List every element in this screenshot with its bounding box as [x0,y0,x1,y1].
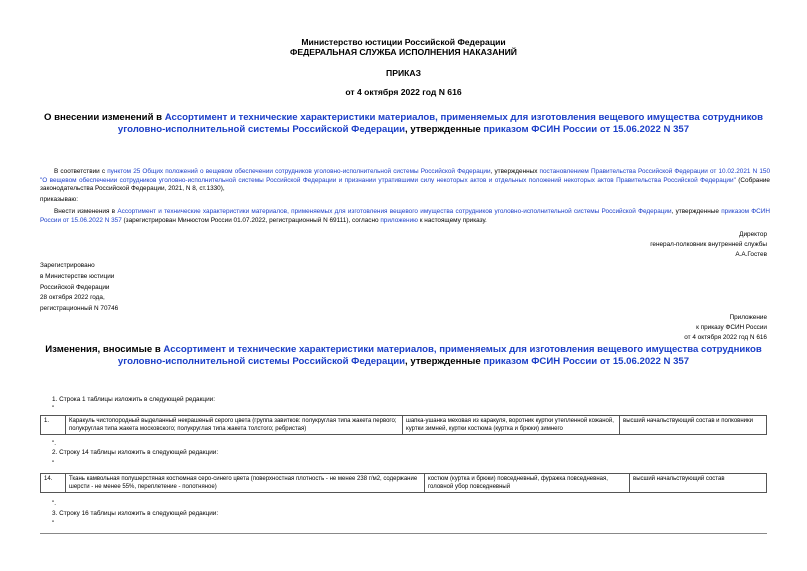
quote-close: ". [52,440,57,447]
appendix-title [40,344,767,368]
body-link-assortment[interactable]: Ассортимент и технические характеристики материалов, применяемых для изготовления вещевого имущества сотрудников уголовно-исполнительной системы Российской Федерации [117,208,672,215]
table-cell: 14. [41,474,66,493]
body-link-order[interactable]: приказом ФСИН России от 15.06.2022 N 357 [40,208,770,224]
change-table [40,473,767,493]
table-cell: 1. [41,416,66,435]
body-link-appendix[interactable]: приложению [380,216,418,224]
signature-rank: генерал-полковник внутренней службы [650,241,767,248]
title-order-link[interactable]: приказом ФСИН России от 15.06.2022 N 357 [483,124,690,135]
body-text-2: , утвержденные [671,208,722,215]
body-text-1: Внести изменения в [54,208,118,215]
change-table [40,415,767,435]
title-middle: , утвержденные [405,124,484,135]
quote-open: " [52,520,55,527]
doc-date-number: от 4 октября 2022 год N 616 [345,87,462,97]
registration-line-5: регистрационный N 70746 [40,305,119,312]
appendix-title-order-link[interactable]: приказом ФСИН России от 15.06.2022 N 357 [483,356,690,367]
appendix-line-2: к приказу ФСИН России [696,324,767,331]
table-cell: высший начальствующий состав [630,474,767,493]
body-text-3: (зарегистрирован Минюстом России 01.07.2022, регистрационный N 69111), согласно [121,216,381,224]
table-cell: высший начальствующий состав и полковники [620,416,767,435]
preamble-link-resolution[interactable]: постановлением Правительства Российской Федерации от 10.02.2021 N 150 "О вещевом обеспечении сотрудников уголовно-исполнительной системы Российской Федерации и признании утратившими силу некоторых актов и отдельных положений некоторых актов Правительства Российской Федерации" [40,168,770,184]
table-cell: Каракуль чистопородный выделанный некрашеный серого цвета (группа завитков: полукруглая типа жакета первого; полукруглая типа жакета московского; полукруглая типа жакета толстого; ребристая) [66,416,403,435]
item-heading: 3. Строку 16 таблицы изложить в следующей редакции: [52,510,219,517]
table-cell: костюм (куртка и брюки) повседневный, фуражка повседневная, головной убор повседневный [425,474,630,493]
appendix-title-link[interactable]: Ассортимент и технические характеристики материалов, применяемых для изготовления вещевого имущества сотрудников уголовно-исполнительной системы Российской Федерации [117,344,762,367]
item-heading: 2. Строку 14 таблицы изложить в следующей редакции: [52,449,219,456]
signature-position: Директор [739,231,767,238]
body-paragraph [40,208,770,225]
preamble-link-regulations[interactable]: пунктом 25 Общих положений о вещевом обеспечении сотрудников уголовно-исполнительной системы Российской Федерации [107,168,491,175]
registration-line-2: в Министерстве юстиции [40,273,115,280]
preamble-text-2: , утвержденных [490,168,540,175]
quote-close: ". [52,500,57,507]
appendix-line-3: от 4 октября 2022 год N 616 [684,334,767,341]
appendix-line-1: Приложение [729,314,767,321]
order-word: приказываю: [40,196,78,203]
appendix-title-middle: , утвержденные [405,356,484,367]
preamble-text-1: В соответствии с [54,168,108,175]
doc-type: ПРИКАЗ [386,68,421,78]
signature-name: А.А.Гостев [735,251,767,258]
preamble-paragraph [40,168,770,194]
registration-line-4: 28 октября 2022 года, [40,294,105,301]
table-cell: шапка-ушанка меховая из каракуля, воротник куртки утепленной кожаной, куртки зимней, куртки костюма (куртка и брюки) зимнего [403,416,620,435]
table-row [41,474,767,493]
body-text-4: к настоящему приказу. [417,216,487,224]
registration-line-3: Российской Федерации [40,284,110,291]
appendix-title-prefix: Изменения, вносимые в [45,344,164,355]
doc-title [40,112,767,136]
service-name: ФЕДЕРАЛЬНАЯ СЛУЖБА ИСПОЛНЕНИЯ НАКАЗАНИЙ [290,47,517,57]
table-row [41,416,767,435]
registration-line-1: Зарегистрировано [40,262,95,269]
preamble-text-3: (Собрание законодательства Российской Федерации, 2021, N 8, ст.1330), [40,176,770,193]
quote-open: " [52,460,55,467]
title-assortment-link[interactable]: Ассортимент и технические характеристики материалов, применяемых для изготовления вещевого имущества сотрудников уголовно-исполнительной системы Российской Федерации [117,112,764,135]
title-prefix: О внесении изменений в [43,112,165,123]
quote-open: " [52,405,55,412]
table-cell: Ткань камвольная полушерстяная костюмная серо-синего цвета (поверхностная плотность - не менее 238 г/м2, содержание шерсти - не менее 55%, переплетение - полотняное) [66,474,425,493]
page-divider [40,533,767,534]
ministry-name: Министерство юстиции Российской Федерации [301,37,506,47]
item-heading: 1. Строка 1 таблицы изложить в следующей редакции: [52,396,215,403]
